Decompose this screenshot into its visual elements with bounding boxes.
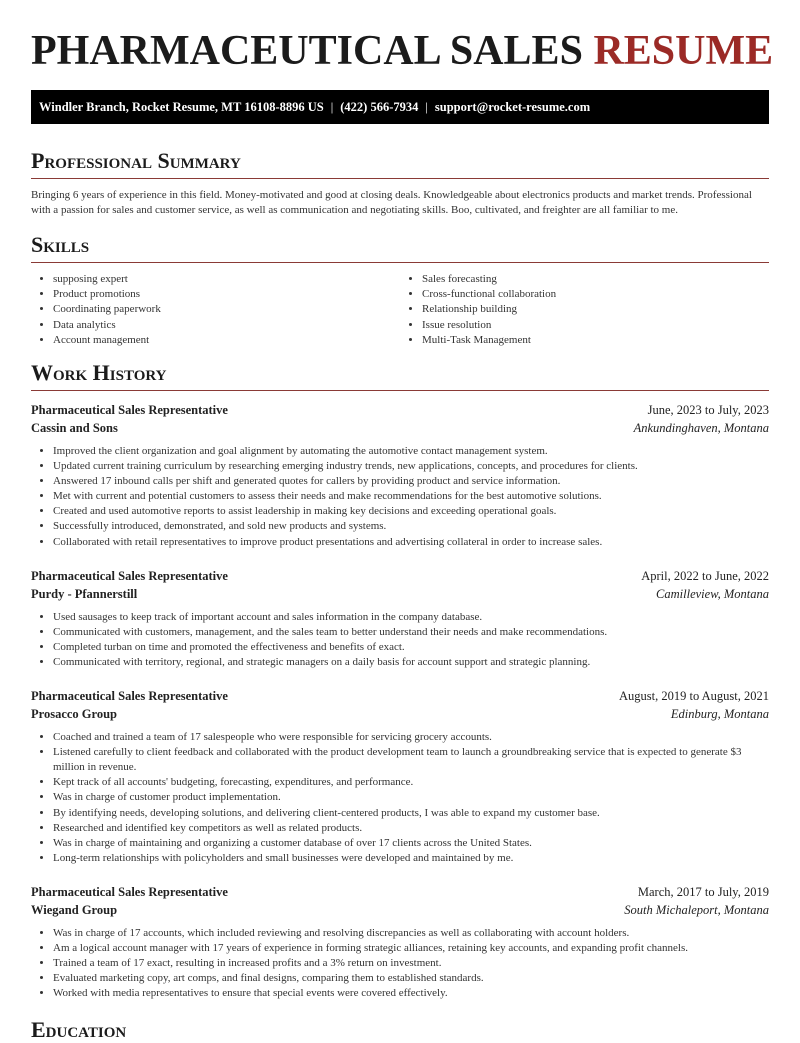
job-bullets [31,444,769,550]
job-location: Edinburg, Montana [670,707,769,722]
job-title: Pharmaceutical Sales Representative [31,403,228,418]
job-title: Pharmaceutical Sales Representative [31,568,228,583]
skills-list-left [31,272,400,348]
job-bullet: • Communicated with territory, regional, and strategic managers on a daily basis for account support and strategic planning. [53,655,769,670]
job-bullet: • Listened carefully to client feedback and collaborated with the product development team to launch a groundbreaking service that is expected to generate $3 million in revenue. [53,745,769,775]
job-bullets [31,926,769,1001]
skill-item: • Multi-Task Management [422,333,769,348]
job-company: Cassin and Sons [31,421,118,436]
job-entry [31,883,769,1001]
skill-item: • Relationship building [422,302,769,317]
resume-title-accent: RESUME [593,28,774,74]
skill-item: • Product promotions [53,287,400,302]
job-entry [31,567,769,670]
summary-text: Bringing 6 years of experience in this field. Money-motivated and good at closing deals. Knowledgeable about electronics products and market trends. Professional with a passion for sales and customer service, as well as communication and negotiating skills. Boo, cultivated, and freighter are all familiar to me. [31,189,752,216]
job-location: Camilleview, Montana [656,586,769,601]
job-bullet: • Used sausages to keep track of important account and sales information in the company database. [53,610,769,625]
section-divider [31,178,769,179]
job-bullet: • Long-term relationships with policyholders and small businesses were developed and maintained by me. [53,851,769,866]
job-company: Prosacco Group [31,707,117,722]
contact-separator: | [425,100,428,114]
section-heading: Education [31,1017,127,1043]
section-divider [31,262,769,263]
section-heading: Skills [31,232,90,257]
job-bullet: • Collaborated with retail representatives to improve product presentations and advertising collateral in order to increase sales. [53,535,769,550]
job-bullet: • Was in charge of customer product implementation. [53,790,769,805]
job-location: South Michaleport, Montana [624,902,769,917]
job-entry [31,687,769,866]
skills-grid [31,272,769,348]
job-bullet: • Worked with media representatives to ensure that special events were covered effectively. [53,986,769,1001]
job-bullet: • Am a logical account manager with 17 years of experience in forming strategic alliances, retaining key accounts, and expanding profit channels. [53,941,769,956]
skill-item: • Issue resolution [422,318,769,333]
job-bullet: • Trained a team of 17 exact, resulting in increased profits and a 3% return on investment. [53,956,769,971]
job-bullet: • Was in charge of maintaining and organizing a customer database of over 17 clients across the United States. [53,836,769,851]
skill-item: • supposing expert [53,272,400,287]
job-bullet: • Created and used automotive reports to assist leadership in making key decisions and exceeding operational goals. [53,504,769,519]
job-dates: March, 2017 to July, 2019 [637,884,769,899]
job-bullet: • Communicated with customers, management, and the sales team to better understand their needs and make recommendations. [53,625,769,640]
skill-item: • Sales forecasting [422,272,769,287]
section-divider [31,390,769,391]
contact-separator: | [330,100,334,114]
job-bullets [31,610,769,670]
professional-summary-section [31,148,769,218]
contact-bar [31,90,769,124]
job-dates: June, 2023 to July, 2023 [647,403,769,418]
contact-email: support@rocket-resume.com [434,100,591,114]
job-company: Purdy - Pfannerstill [31,586,138,601]
job-title: Pharmaceutical Sales Representative [31,689,228,704]
job-dates: August, 2019 to August, 2021 [618,689,769,704]
section-heading: Work History [31,360,167,386]
contact-address: Windler Branch, Rocket Resume, MT 16108-8896 US [39,100,324,114]
job-bullets [31,730,769,866]
skills-list-right [400,272,769,348]
job-bullet: • Completed turban on time and promoted the effectiveness and benefits of exact. [53,640,769,655]
job-company: Wiegand Group [31,902,118,917]
section-heading: Professional Summary [31,148,241,173]
job-bullet: • Researched and identified key competitors as well as related products. [53,821,769,836]
contact-phone: (422) 566-7934 [340,100,419,114]
job-bullet: • Answered 17 inbound calls per shift and generated quotes for callers by providing product and service information. [53,474,769,489]
skill-item: • Data analytics [53,318,400,333]
job-bullet: • Coached and trained a team of 17 salespeople who were responsible for servicing grocery accounts. [53,730,769,745]
job-title: Pharmaceutical Sales Representative [31,884,228,899]
job-bullet: • By identifying needs, developing solutions, and delivering client-centered products, I was able to expand my customer base. [53,806,769,821]
job-bullet: • Evaluated marketing copy, art comps, and final designs, comparing them to established standards. [53,971,769,986]
job-bullet: • Updated current training curriculum by researching emerging industry trends, new applications, concepts, and procedures for clients. [53,459,769,474]
education-section [31,1017,769,1043]
job-bullet: • Met with current and potential customers to assess their needs and make recommendations for the best automotive solutions. [53,489,769,504]
skills-section [31,232,769,348]
job-bullet: • Improved the client organization and goal alignment by automating the automotive contact management system. [53,444,769,459]
job-bullet: • Kept track of all accounts' budgeting, forecasting, expenditures, and performance. [53,775,769,790]
resume-title-main: PHARMACEUTICAL SALES [31,28,583,74]
job-bullet: • Successfully introduced, demonstrated, and sold new products and systems. [53,519,769,534]
resume-title [31,0,774,74]
work-history-section [31,360,769,1001]
skill-item: • Cross-functional collaboration [422,287,769,302]
skill-item: • Coordinating paperwork [53,302,400,317]
skill-item: • Account management [53,333,400,348]
job-location: Ankundinghaven, Montana [633,421,769,436]
job-entry [31,401,769,550]
job-dates: April, 2022 to June, 2022 [641,568,769,583]
job-bullet: • Was in charge of 17 accounts, which included reviewing and resolving discrepancies as well as collaborating with account holders. [53,926,769,941]
